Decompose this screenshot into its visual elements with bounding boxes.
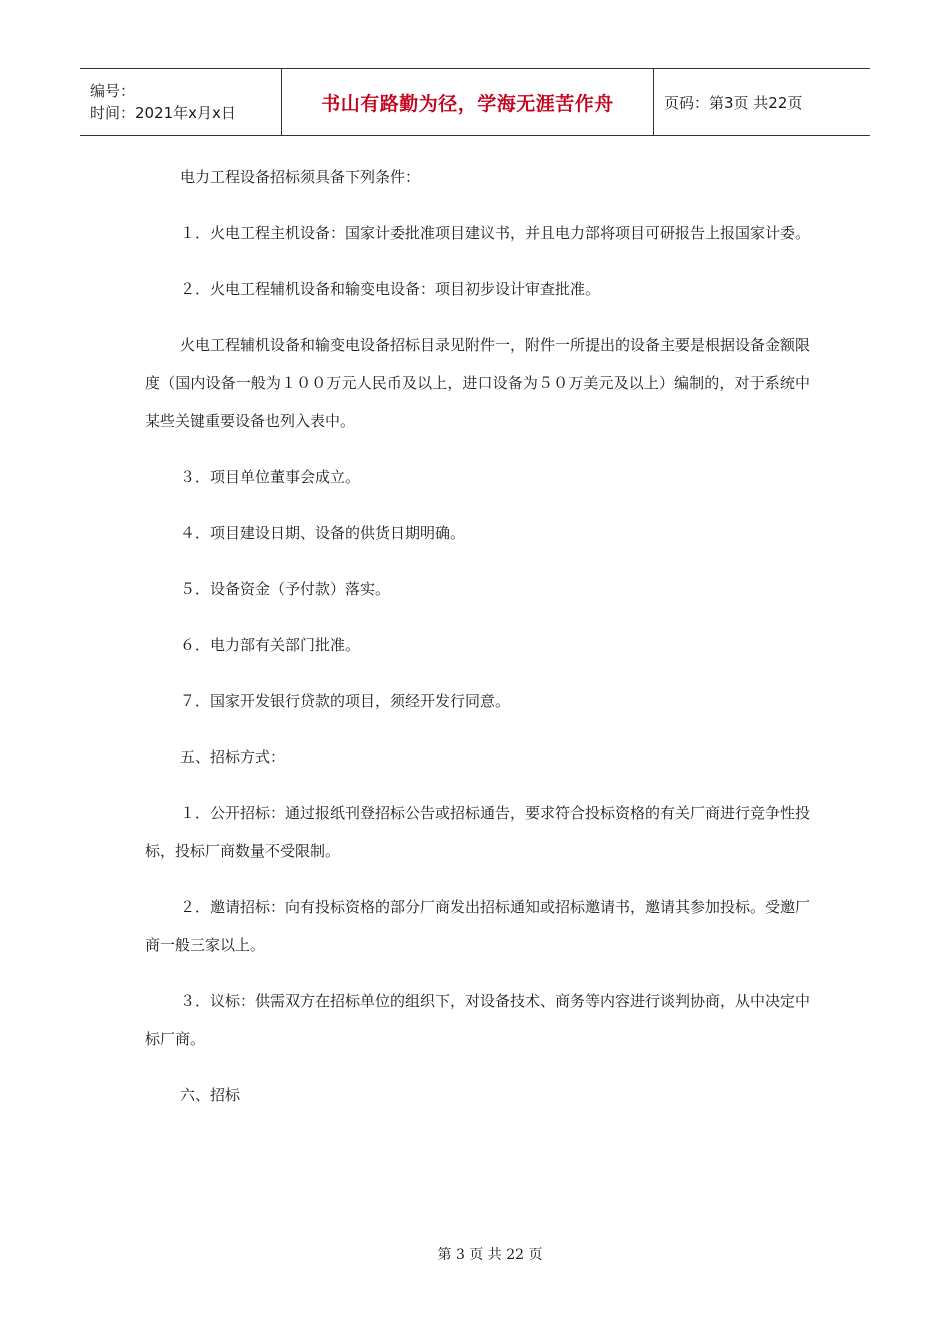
paragraph: １．公开招标：通过报纸刊登招标公告或招标通告，要求符合投标资格的有关厂商进行竞争性投标，投标厂商数量不受限制。 bbox=[145, 804, 811, 860]
paragraph: １．火电工程主机设备：国家计委批准项目建议书，并且电力部将项目可研报告上报国家计委。 bbox=[180, 224, 811, 242]
paragraph: ２．火电工程辅机设备和输变电设备：项目初步设计审查批准。 bbox=[180, 280, 601, 298]
paragraph: ５．设备资金（予付款）落实。 bbox=[180, 580, 391, 598]
page-footer: 第 3 页 共 22 页 bbox=[437, 1247, 543, 1263]
paragraph: ２．邀请招标：向有投标资格的部分厂商发出招标通知或招标邀请书，邀请其参加投标。受邀厂商一般三家以上。 bbox=[145, 898, 811, 954]
paragraph: ３．项目单位董事会成立。 bbox=[180, 468, 361, 486]
section-heading: 五、招标方式： bbox=[180, 748, 286, 766]
paragraph: 火电工程辅机设备和输变电设备招标目录见附件一，附件一所提出的设备主要是根据设备金额限度（国内设备一般为１００万元人民币及以上，进口设备为５０万美元及以上）编制的，对于系统中某些关键重要设备也列入表中。 bbox=[145, 336, 811, 430]
section-heading: 六、招标 bbox=[180, 1086, 241, 1104]
paragraph: ７．国家开发银行贷款的项目，须经开发行同意。 bbox=[180, 692, 511, 710]
page-header bbox=[80, 68, 870, 136]
header-motto: 书山有路勤为径，学海无涯苦作舟 bbox=[321, 92, 614, 115]
header-motto-cell bbox=[282, 69, 654, 135]
header-page-cell bbox=[654, 69, 870, 135]
paragraph: 电力工程设备招标须具备下列条件： bbox=[180, 168, 421, 186]
paragraph: ３．议标：供需双方在招标单位的组织下，对设备技术、商务等内容进行谈判协商，从中决定中标厂商。 bbox=[145, 992, 811, 1048]
header-meta bbox=[80, 69, 282, 135]
document-time-label: 时间：2021年x月x日 bbox=[90, 104, 236, 122]
document-body bbox=[145, 158, 810, 1132]
paragraph: ６．电力部有关部门批准。 bbox=[180, 636, 361, 654]
paragraph: ４．项目建设日期、设备的供货日期明确。 bbox=[180, 524, 466, 542]
header-page-number: 页码：第3页 共22页 bbox=[664, 93, 803, 112]
document-number-label: 编号： bbox=[90, 82, 136, 100]
